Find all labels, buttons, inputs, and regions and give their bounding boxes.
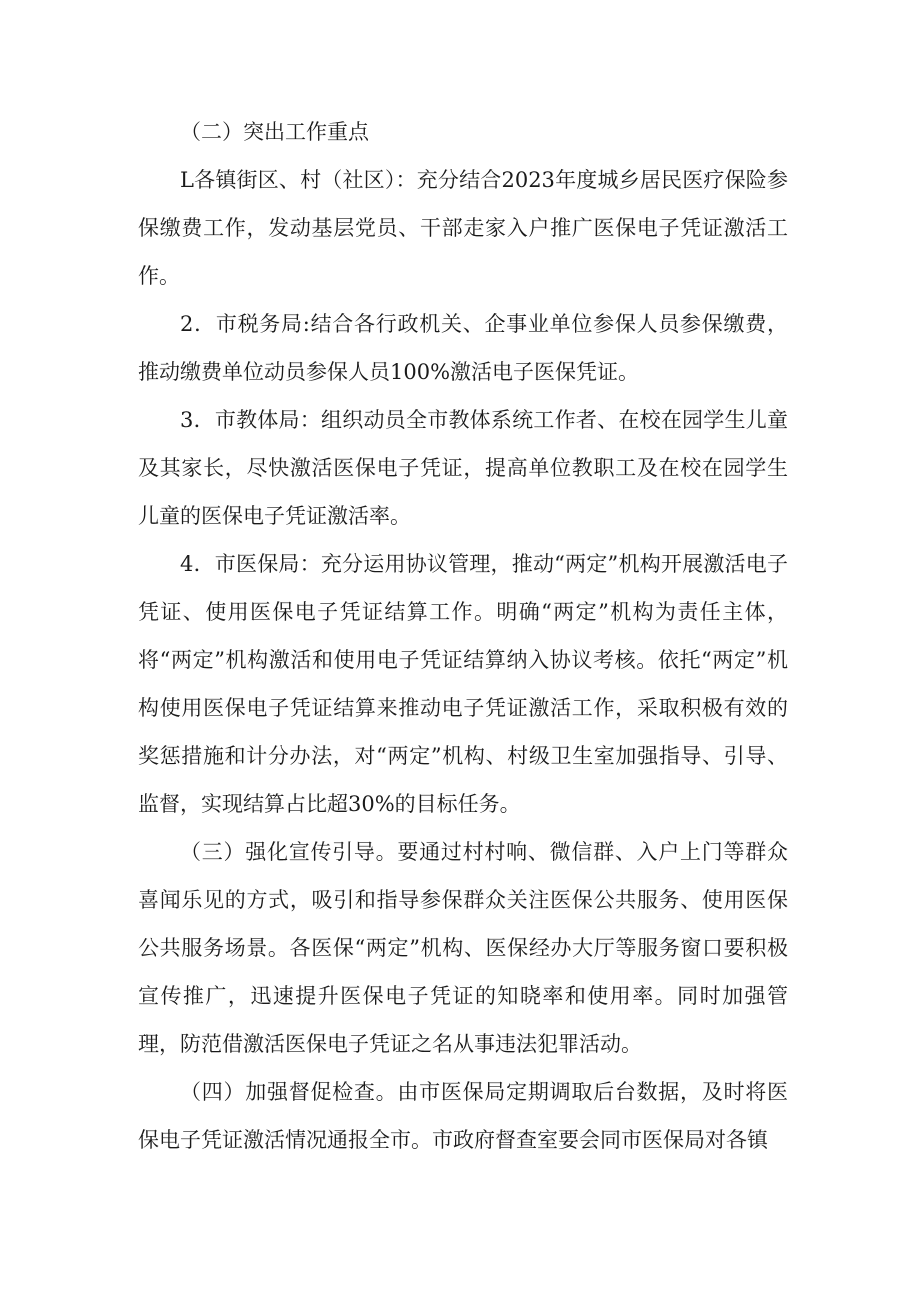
paragraph-item-2: 2．市税务局:结合各行政机关、企事业单位参保人员参保缴费，推动缴费单位动员参保人员100%激活电子医保凭证。 xyxy=(138,312,788,384)
paragraph-item-4: 4．市医保局：充分运用协议管理，推动“两定”机构开展激活电子凭证、使用医保电子凭证结算工作。明确“两定”机构为责任主体，将“两定”机构激活和使用电子凭证结算纳入协议考核。依托“两定”机构使用医保电子凭证结算来推动电子凭证激活工作，采取积极有效的奖惩措施和计分办法，对“两定”机构、村级卫生室加强指导、引导、监督，实现结算占比超30%的目标任务。 xyxy=(138,552,788,816)
paragraph-item-1: L各镇街区、村（社区）：充分结合2023年度城乡居民医疗保险参保缴费工作，发动基层党员、干部走家入户推广医保电子凭证激活工作。 xyxy=(138,168,788,288)
section-heading-key-work: （二）突出工作重点 xyxy=(180,120,369,144)
paragraph-section-supervision: （四）加强督促检查。由市医保局定期调取后台数据，及时将医保电子凭证激活情况通报全市。市政府督查室要会同市医保局对各镇 xyxy=(138,1080,788,1152)
paragraph-section-publicity: （三）强化宣传引导。要通过村村响、微信群、入户上门等群众喜闻乐见的方式，吸引和指导参保群众关注医保公共服务、使用医保公共服务场景。各医保“两定”机构、医保经办大厅等服务窗口要积极宣传推广，迅速提升医保电子凭证的知晓率和使用率。同时加强管理，防范借激活医保电子凭证之名从事违法犯罪活动。 xyxy=(138,840,788,1056)
paragraph-item-3: 3．市教体局：组织动员全市教体系统工作者、在校在园学生儿童及其家长，尽快激活医保电子凭证，提高单位教职工及在校在园学生儿童的医保电子凭证激活率。 xyxy=(138,408,788,528)
